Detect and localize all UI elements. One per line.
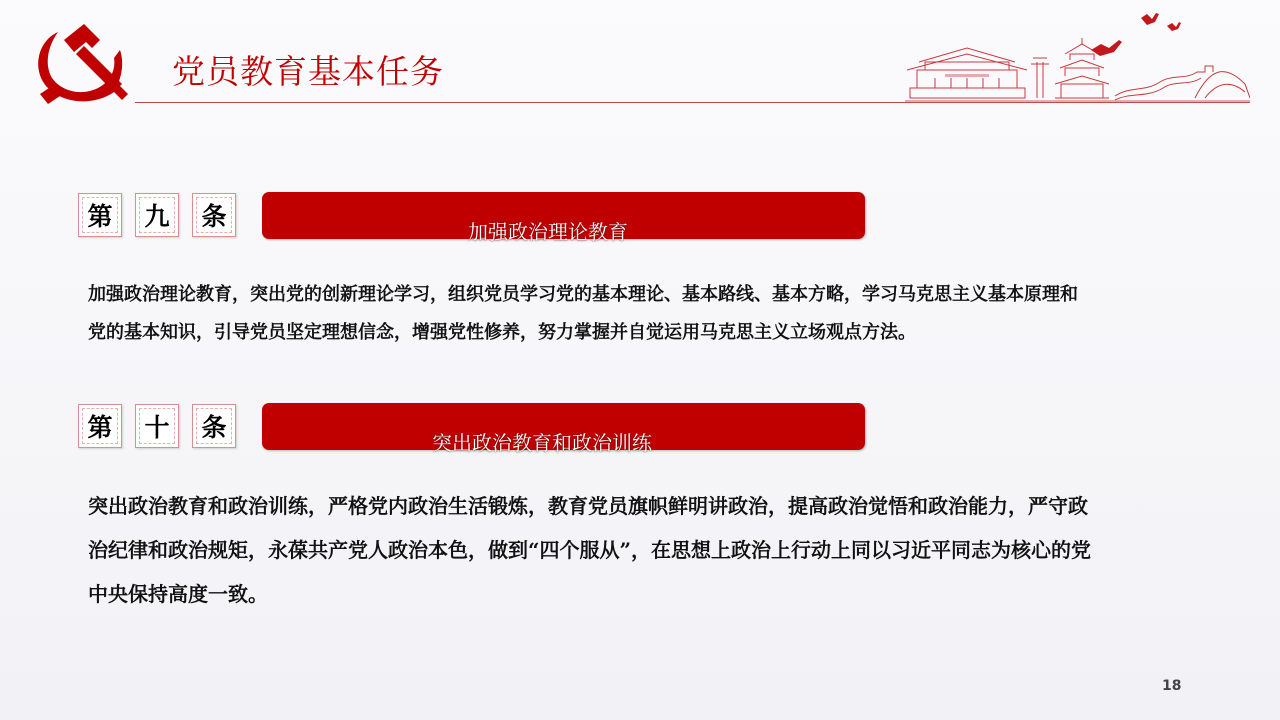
article-char: 九 bbox=[144, 202, 170, 231]
article-char: 第 bbox=[87, 413, 113, 442]
article-number-tag bbox=[78, 404, 236, 448]
article-char-box bbox=[192, 193, 236, 237]
article-number-tag bbox=[78, 193, 236, 237]
article-banner-title: 突出政治教育和政治训练 bbox=[432, 431, 652, 455]
article-char-box bbox=[135, 193, 179, 237]
article-char-box bbox=[78, 193, 122, 237]
article-char-box bbox=[135, 404, 179, 448]
dove-icon bbox=[1167, 22, 1181, 31]
landmark-skyline-icon bbox=[905, 8, 1250, 104]
article-char: 第 bbox=[87, 202, 113, 231]
article-banner-title: 加强政治理论教育 bbox=[468, 220, 628, 244]
dove-icon bbox=[1141, 13, 1159, 25]
article-char: 条 bbox=[201, 202, 227, 231]
page-title: 党员教育基本任务 bbox=[172, 52, 444, 91]
article-body-text: 突出政治教育和政治训练，严格党内政治生活锻炼，教育党员旗帜鲜明讲政治，提高政治觉悟和政治能力，严守政治纪律和政治规矩，永葆共产党人政治本色，做到“四个服从”，在思想上政治上行动上同以习近平同志为核心的党中央保持高度一致。 bbox=[88, 494, 1092, 606]
article-char-box bbox=[192, 404, 236, 448]
article-char-box bbox=[78, 404, 122, 448]
article-char: 条 bbox=[201, 413, 227, 442]
article-char: 十 bbox=[144, 413, 170, 442]
page-number: 18 bbox=[1162, 678, 1182, 694]
dove-icon bbox=[1091, 40, 1122, 56]
hammer-and-sickle-icon bbox=[30, 22, 130, 114]
article-body-text: 加强政治理论教育，突出党的创新理论学习，组织党员学习党的基本理论、基本路线、基本方略，学习马克思主义基本原理和党的基本知识，引导党员坚定理想信念，增强党性修养，努力掌握并自觉运用马克思主义立场观点方法。 bbox=[88, 284, 1078, 343]
